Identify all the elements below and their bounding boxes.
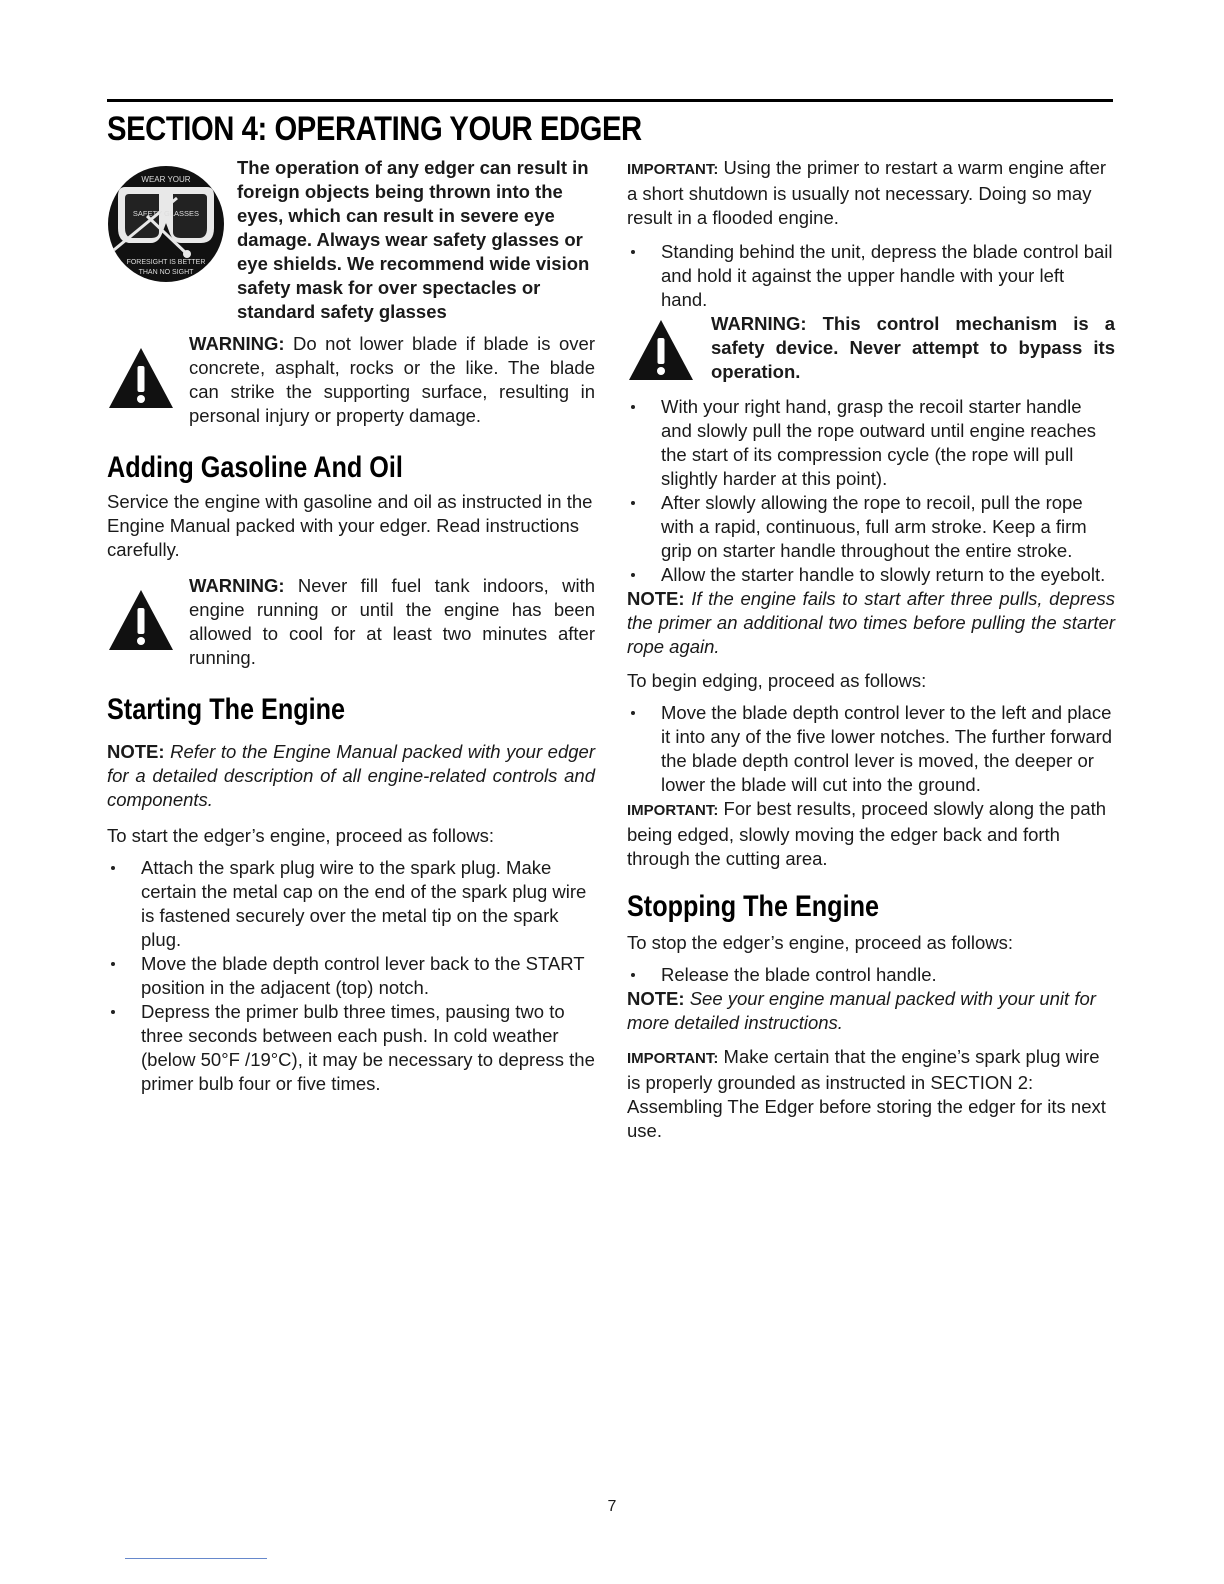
eye-safety-block [107, 156, 595, 324]
start-steps-list [107, 856, 595, 1096]
start-intro: To start the edger’s engine, proceed as follows: [107, 825, 495, 846]
note-engine-manual [107, 740, 595, 812]
note-label: NOTE: [627, 588, 685, 609]
list-item: Standing behind the unit, depress the blade control bail and hold it against the upper handle with your left hand. [627, 240, 1115, 312]
warning-text: Never fill fuel tank indoors, with engine running or until the engine has been allowed to cool for at least two minutes after running. [189, 575, 595, 668]
warning-text: WARNING: This control mechanism is a safety device. Never attempt to bypass its operation. [711, 313, 1115, 382]
important-text: For best results, proceed slowly along the path being edged, slowly moving the edger back and forth through the cutting area. [627, 798, 1107, 869]
important-text: Make certain that the engine’s spark plug wire is properly grounded as instructed in SECTION 2: Assembling The Edger before storing the edger for its next use. [627, 1046, 1106, 1141]
edging-intro: To begin edging, proceed as follows: [627, 670, 927, 691]
stopping-engine-heading: Stopping The Engine [627, 890, 879, 923]
right-column [627, 156, 1115, 1143]
warning-triangle-icon [107, 346, 175, 428]
warning-blade [107, 332, 595, 428]
list-item: Depress the primer bulb three times, pausing two to three seconds between each push. In cold weather (below 50°F /19°C), it may be necessary to depress the primer bulb four or five times. [107, 1000, 595, 1096]
note-text: If the engine fails to start after three pulls, depress the primer an additional two times before pulling the starter rope again. [627, 588, 1115, 657]
bail-steps-list [627, 240, 1115, 312]
warning-control-mechanism [627, 312, 1115, 387]
footer-rule [125, 1558, 267, 1559]
important-primer [627, 156, 1115, 230]
list-item: After slowly allowing the rope to recoil, pull the rope with a rapid, continuous, full arm stroke. Keep a firm grip on starter handle throughout the entire stroke. [627, 491, 1115, 563]
note-text: See your engine manual packed with your unit for more detailed instructions. [627, 988, 1096, 1033]
header-rule [107, 99, 1113, 102]
glasses-top-text: WEAR YOUR [141, 175, 191, 184]
note-label: NOTE: [107, 741, 165, 762]
adding-gasoline-heading: Adding Gasoline And Oil [107, 451, 403, 484]
important-spark-plug [627, 1045, 1115, 1143]
list-item: With your right hand, grasp the recoil starter handle and slowly pull the rope outward until engine reaches the start of its compression cycle (the rope will pull slightly harder at this point). [627, 395, 1115, 491]
section-title: SECTION 4: OPERATING YOUR EDGER [107, 110, 642, 148]
list-item: Release the blade control handle. [627, 963, 1115, 987]
page-number: 7 [607, 1498, 617, 1515]
important-best-results [627, 797, 1115, 871]
left-column [107, 156, 595, 1096]
important-text: Using the primer to restart a warm engine after a short shutdown is usually not necessary. Doing so may result in a flooded engine. [627, 157, 1107, 228]
list-item: Attach the spark plug wire to the spark plug. Make certain the metal cap on the end of the spark plug wire is fastened securely over the metal tip on the spark plug. [107, 856, 595, 952]
warning-label: WARNING: [189, 575, 285, 596]
starting-engine-heading: Starting The Engine [107, 693, 346, 726]
warning-fuel [107, 574, 595, 670]
safety-glasses-icon [107, 158, 225, 324]
note-engine-manual-unit [627, 987, 1115, 1035]
glasses-bottom-text-2: THAN NO SIGHT [138, 269, 194, 276]
glasses-bottom-text-1: FORESIGHT IS BETTER [126, 259, 206, 266]
warning-triangle-icon [627, 318, 695, 387]
warning-triangle-icon [107, 588, 175, 670]
list-item: Move the blade depth control lever to the left and place it into any of the five lower notches. The further forward the blade depth control lever is moved, the deeper or lower the blade will cut into the ground. [627, 701, 1115, 797]
edging-steps-list [627, 701, 1115, 797]
stop-steps-list [627, 963, 1115, 987]
recoil-steps-list [627, 395, 1115, 587]
stop-intro: To stop the edger’s engine, proceed as follows: [627, 932, 1014, 953]
important-label: IMPORTANT: [627, 1050, 719, 1067]
note-three-pulls [627, 587, 1115, 659]
warning-text: Do not lower blade if blade is over concrete, asphalt, rocks or the like. The blade can strike the supporting surface, resulting in personal injury or property damage. [189, 333, 595, 426]
adding-gasoline-text: Service the engine with gasoline and oil as instructed in the Engine Manual packed with your edger. Read instructions carefully. [107, 491, 593, 560]
important-label: IMPORTANT: [627, 802, 719, 819]
glasses-label-text: SAFETY GLASSES [132, 209, 200, 218]
list-item: Move the blade depth control lever back to the START position in the adjacent (top) notch. [107, 952, 595, 1000]
important-label: IMPORTANT: [627, 161, 719, 178]
note-text: Refer to the Engine Manual packed with your edger for a detailed description of all engine-related controls and components. [107, 741, 595, 810]
note-label: NOTE: [627, 988, 685, 1009]
warning-label: WARNING: [189, 333, 285, 354]
eye-safety-warning: The operation of any edger can result in foreign objects being thrown into the eyes, which can result in severe eye damage. Always wear safety glasses or eye shields. We recommend wide vision safety mask for over spectacles or standard safety glasses [237, 157, 590, 322]
list-item: Allow the starter handle to slowly return to the eyebolt. [627, 563, 1115, 587]
